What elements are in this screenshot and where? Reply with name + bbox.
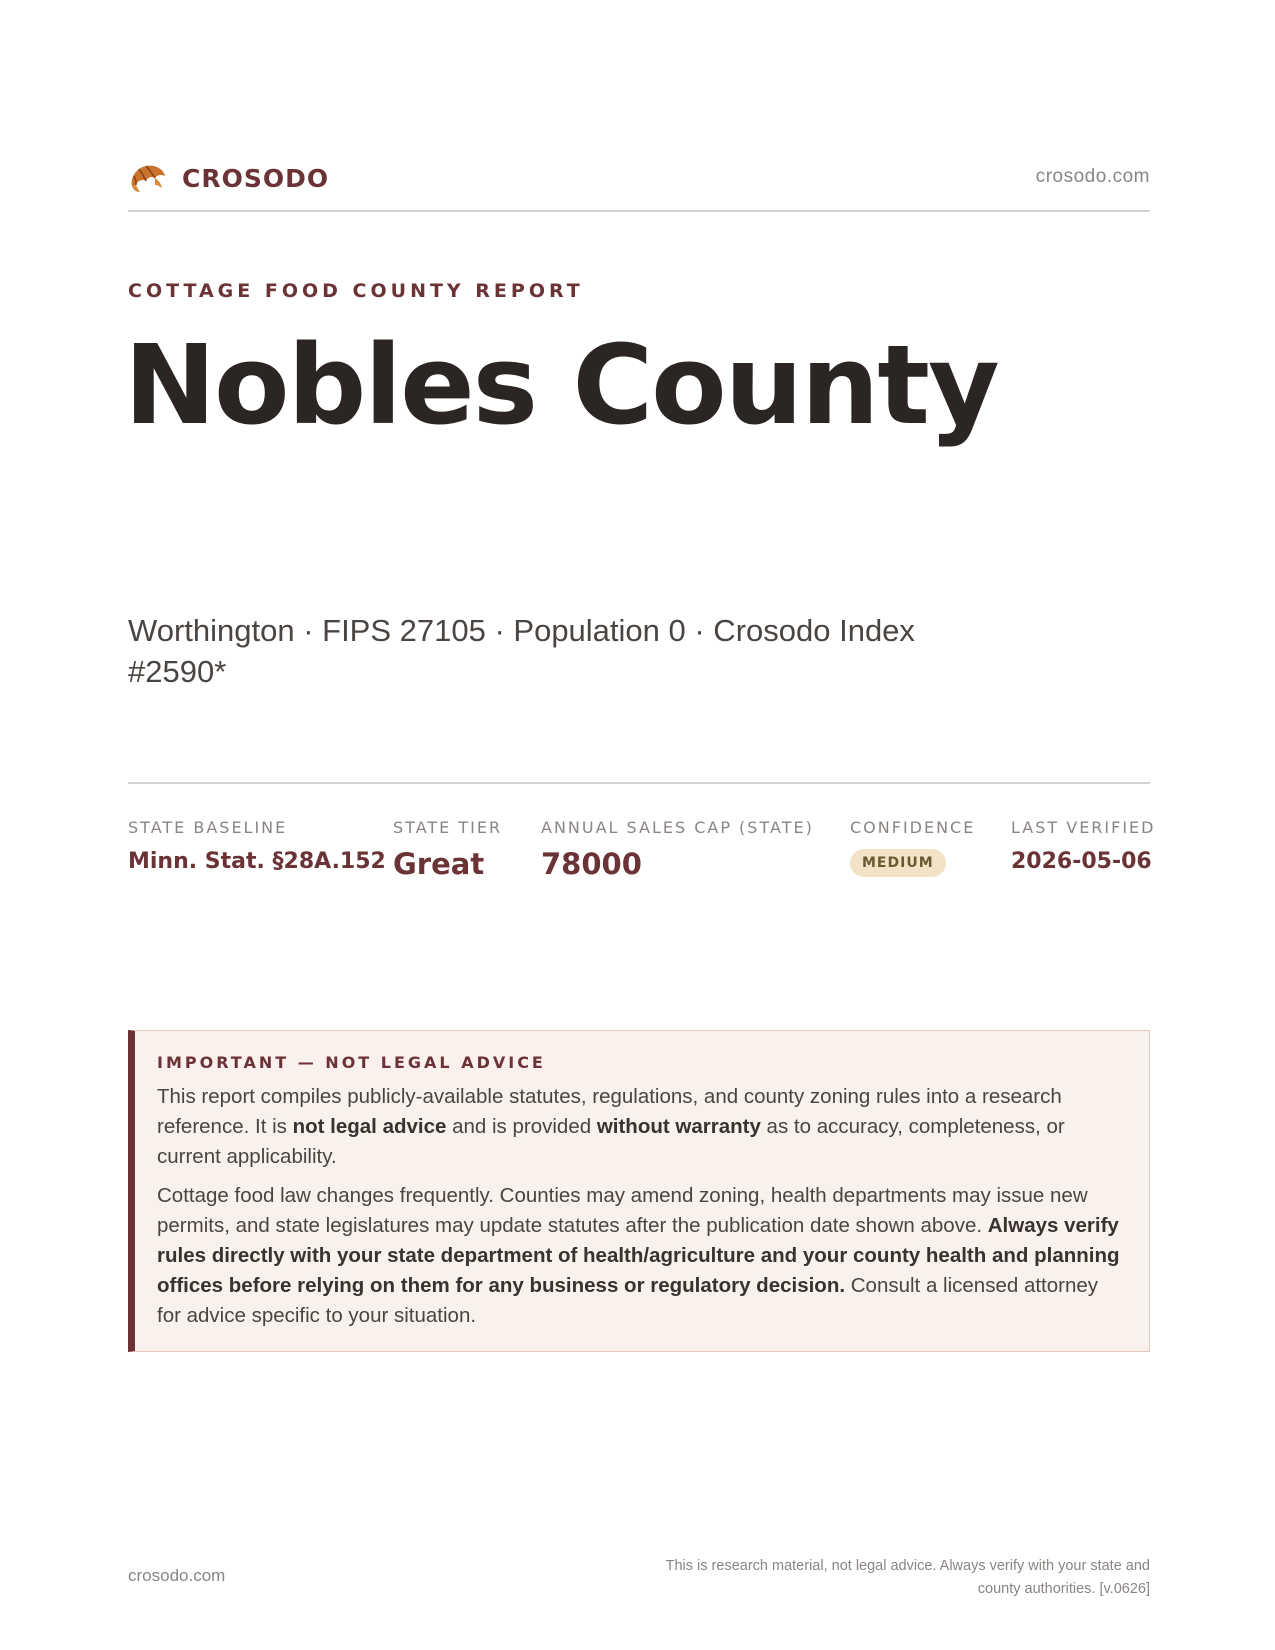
stat-confidence	[850, 818, 975, 877]
notice-emphasis: without warranty	[596, 1115, 761, 1138]
report-page	[124, 0, 1156, 1650]
stat-value: 78000	[541, 847, 642, 881]
stat-state-baseline	[128, 818, 386, 874]
stat-label: STATE TIER	[393, 818, 503, 837]
header-divider	[128, 210, 1150, 212]
notice-text: Consult a licensed attorney for advice specific to your situation.	[157, 1274, 1099, 1327]
page-title: Nobles County	[124, 321, 998, 449]
notice-text: and is provided	[446, 1115, 597, 1138]
confidence-badge: MEDIUM	[850, 849, 946, 877]
stat-value: Minn. Stat. §28A.152	[128, 849, 386, 874]
stat-label: LAST VERIFIED	[1011, 818, 1156, 837]
notice-text: This report compiles publicly-available statutes, regulations, and county zoning rules into a research reference. It is	[157, 1085, 1062, 1138]
stat-label: STATE BASELINE	[128, 818, 288, 837]
report-eyebrow: COTTAGE FOOD COUNTY REPORT	[128, 280, 584, 302]
footer-site-link[interactable]: crosodo.com	[128, 1566, 226, 1585]
page-header	[128, 158, 1150, 198]
stat-annual-sales-cap	[541, 818, 814, 881]
brand-name: CROSODO	[182, 163, 330, 193]
county-subtitle: Worthington · FIPS 27105 · Population 0 · Crosodo Index #2590*	[128, 613, 915, 689]
stat-state-tier	[393, 818, 502, 881]
notice-text: Cottage food law changes frequently. Counties may amend zoning, health departments may issue new permits, and state legislatures may update statutes after the publication date shown above.	[157, 1184, 1088, 1237]
stat-label: ANNUAL SALES CAP (STATE)	[541, 818, 814, 837]
stat-value: 2026-05-06	[1011, 849, 1152, 874]
notice-paragraph-1	[157, 1082, 1123, 1172]
stat-label: CONFIDENCE	[850, 818, 976, 837]
notice-paragraph-2	[157, 1181, 1123, 1331]
section-divider	[128, 782, 1150, 784]
notice-emphasis: not legal advice	[292, 1115, 447, 1138]
footer-disclaimer: This is research material, not legal advice. Always verify with your state and county authorities. [v.0626]	[665, 1558, 1150, 1597]
notice-title: IMPORTANT — NOT LEGAL ADVICE	[157, 1053, 546, 1072]
legal-notice	[128, 1030, 1150, 1352]
site-link[interactable]: crosodo.com	[1035, 166, 1150, 187]
notice-emphasis: Always verify rules directly with your state department of health/agriculture and your county health and planning offices before relying on them for any business or regulatory decision.	[157, 1214, 1120, 1297]
brand	[128, 158, 329, 198]
notice-text: as to accuracy, completeness, or current applicability.	[157, 1115, 1065, 1168]
stat-last-verified	[1011, 818, 1155, 874]
croissant-icon	[128, 158, 168, 198]
stat-value: Great	[393, 847, 485, 881]
